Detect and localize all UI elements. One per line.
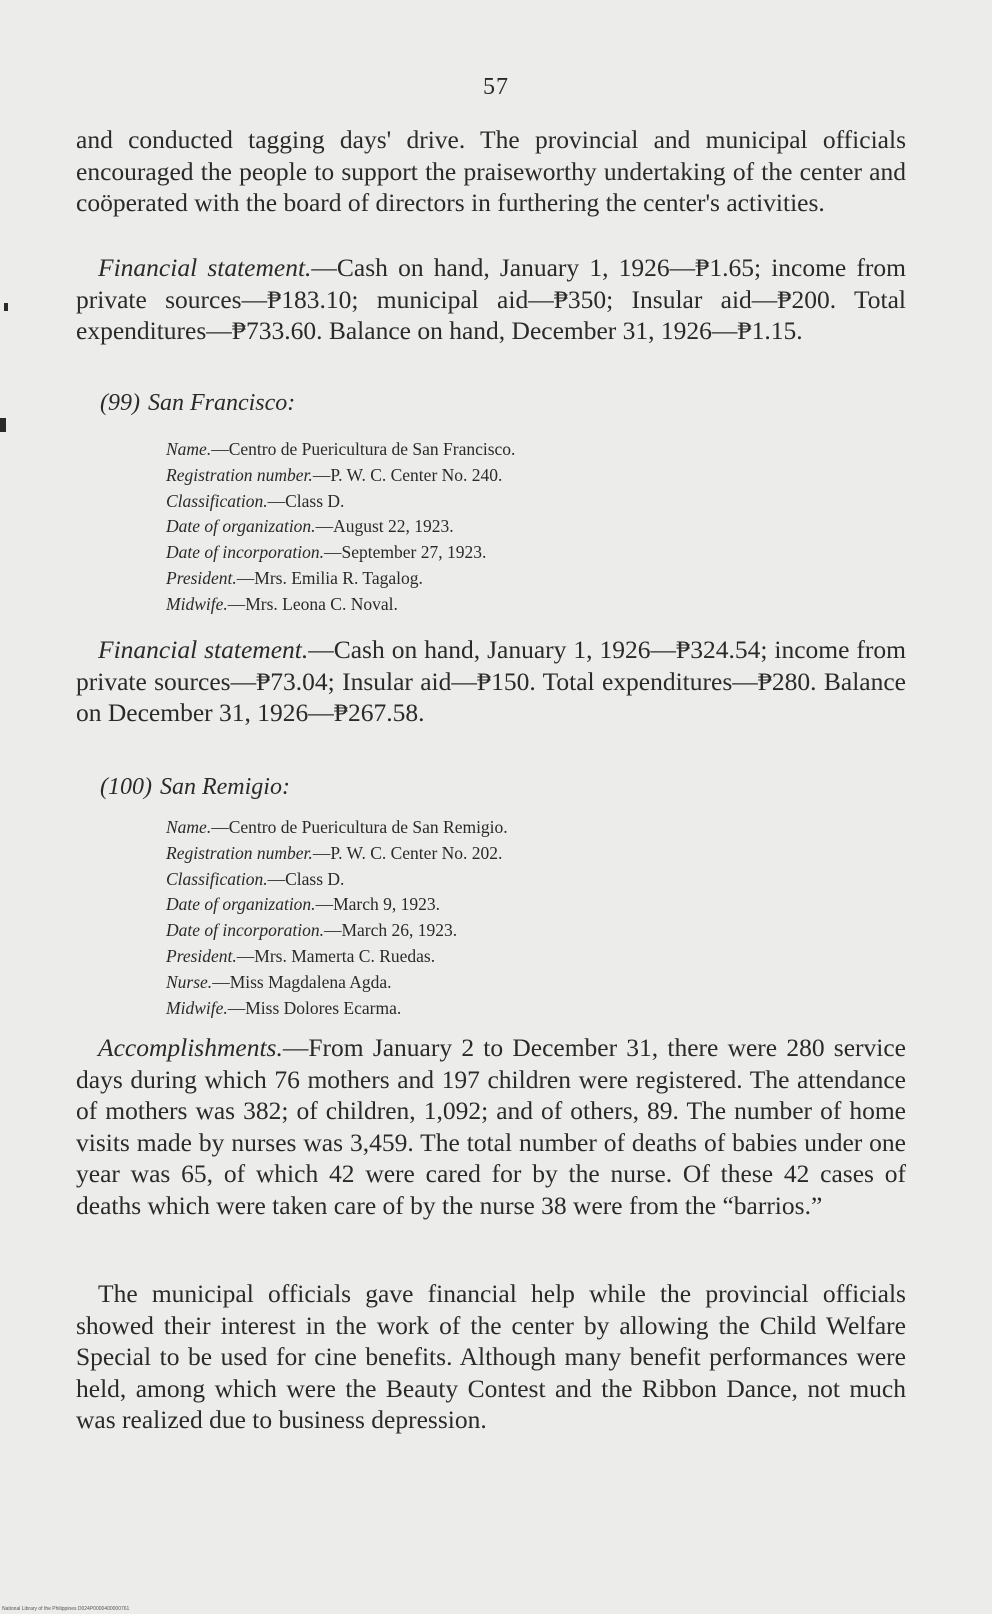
accomplishments-text: —From January 2 to December 31, there were 280 service days during which 76 mothers and 197 children were registered. The attendance of mothers was 382; of children, 1,092; and of others, 89. The number of home visits made by nurses was 3,459. The total number of deaths of babies under one year was 65, of which 42 were cared for by the nurse. Of these 42 cases of deaths which were taken care of by the nurse 38 were from the “barrios.” xyxy=(76,1033,906,1220)
entry-name: Name.—Centro de Puericultura de San Remigio. xyxy=(166,817,508,837)
scan-speck xyxy=(4,303,8,311)
section-heading-san-francisco xyxy=(100,390,295,417)
section-heading-san-remigio xyxy=(100,774,290,801)
financial-statement-label: Financial statement. xyxy=(98,635,309,664)
entry-organization-date: Date of organization.—March 9, 1923. xyxy=(166,894,440,915)
page-number: 57 xyxy=(483,74,509,100)
section-number: (99) xyxy=(100,390,140,416)
entry-registration: Registration number.—P. W. C. Center No. 240. xyxy=(166,464,503,485)
financial-statement-1 xyxy=(76,252,906,347)
section-place: San Francisco: xyxy=(147,390,296,416)
entry-midwife: Midwife.—Mrs. Leona C. Noval. xyxy=(166,593,398,614)
entry-incorporation-date: Date of incorporation.—September 27, 1923. xyxy=(166,542,487,563)
section-number: (100) xyxy=(100,774,152,800)
scan-footer: National Library of the Philippines D024P0000400000761 xyxy=(2,1606,130,1612)
entry-president: President.—Mrs. Emilia R. Tagalog. xyxy=(166,567,423,588)
entry-classification: Classification.—Class D. xyxy=(166,868,345,889)
scan-speck xyxy=(0,418,6,432)
financial-statement-label: Financial statement. xyxy=(98,253,312,282)
entry-midwife: Midwife.—Miss Dolores Ecarma. xyxy=(166,997,402,1018)
accomplishments-paragraph xyxy=(76,1032,906,1221)
section-place: San Remigio: xyxy=(159,774,290,800)
closing-paragraph: The municipal officials gave financial help while the provincial officials showed their interest in the work of the center by allowing the Child Welfare Special to be used for cine benefits. Although many benefit performances were held, among which were the Beauty Contest and the Ribbon Dance, not much was realized due to business depression. xyxy=(76,1279,906,1434)
entry-list-san-francisco xyxy=(166,437,866,618)
entry-organization-date: Date of organization.—August 22, 1923. xyxy=(166,516,454,537)
financial-statement-text: —Cash on hand, January 1, 1926—₱1.65; income from private sources—₱183.10; municipal aid—₱350; Insular aid—₱200. Total expenditures—₱733.60. Balance on hand, December 31, 1926—₱1.15. xyxy=(76,253,906,345)
entry-list-san-remigio xyxy=(166,815,866,1021)
entry-nurse: Nurse.—Miss Magdalena Agda. xyxy=(166,971,392,992)
entry-president: President.—Mrs. Mamerta C. Ruedas. xyxy=(166,945,436,966)
accomplishments-label: Accomplishments. xyxy=(98,1033,283,1062)
entry-name: Name.—Centro de Puericultura de San Francisco. xyxy=(166,439,516,459)
intro-paragraph: and conducted tagging days' drive. The provincial and municipal officials encouraged the people to support the praiseworthy undertaking of the center and coöperated with the board of directors in furthering the center's activities. xyxy=(76,125,906,217)
financial-statement-text: —Cash on hand, January 1, 1926—₱324.54; income from private sources—₱73.04; Insular aid—₱150. Total expenditures—₱280. Balance on December 31, 1926—₱267.58. xyxy=(76,635,906,727)
entry-incorporation-date: Date of incorporation.—March 26, 1923. xyxy=(166,920,458,941)
entry-classification: Classification.—Class D. xyxy=(166,490,345,511)
financial-statement-2 xyxy=(76,634,906,729)
entry-registration: Registration number.—P. W. C. Center No. 202. xyxy=(166,842,503,863)
